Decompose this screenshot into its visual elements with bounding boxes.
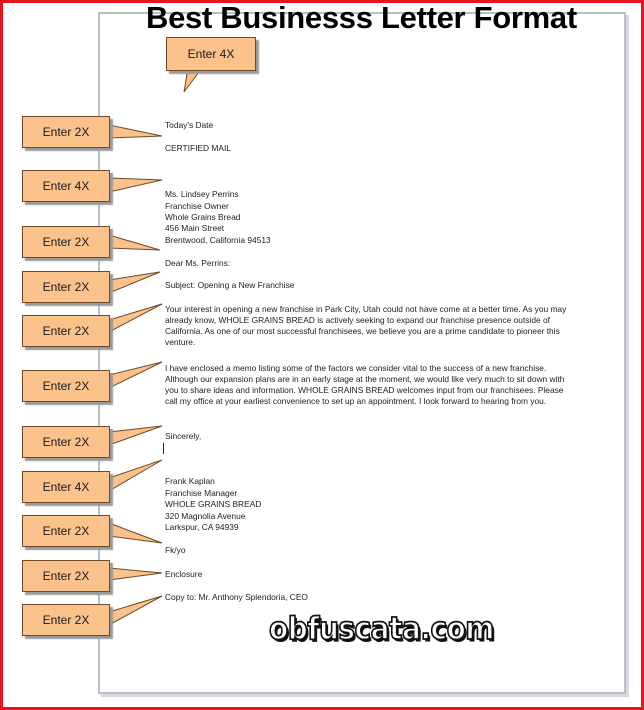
pointer-11 — [109, 596, 162, 625]
pointer-3 — [109, 235, 160, 250]
recipient-street: 456 Main Street — [165, 223, 225, 233]
callout-8: Enter 4X — [22, 471, 110, 503]
callout-11: Enter 2X — [22, 604, 110, 636]
callout-4: Enter 2X — [22, 271, 110, 303]
callout-9: Enter 2X — [22, 515, 110, 547]
sender-street: 320 Magnolia Avenue — [165, 511, 246, 521]
watermark: obfuscata.com — [269, 610, 494, 647]
callout-5: Enter 2X — [22, 315, 110, 347]
recipient-company: Whole Grains Bread — [165, 212, 241, 222]
pointer-5 — [109, 304, 162, 332]
initials: Fk/yo — [165, 545, 186, 555]
text-cursor — [163, 443, 164, 454]
callout-3: Enter 2X — [22, 226, 110, 258]
callout-2: Enter 4X — [22, 170, 110, 202]
sender-company: WHOLE GRAINS BREAD — [165, 499, 262, 509]
pointer-9 — [109, 523, 162, 543]
recipient-city: Brentwood, California 94513 — [165, 235, 271, 245]
callout-top: Enter 4X — [166, 37, 256, 71]
callout-10: Enter 2X — [22, 560, 110, 592]
salutation: Dear Ms. Perrins: — [165, 258, 231, 268]
pointer-1 — [109, 125, 162, 138]
closing: Sincerely, — [165, 431, 202, 441]
pointer-4 — [109, 272, 160, 293]
pointer-10 — [109, 568, 162, 580]
recipient-name: Ms. Lindsey Perrins — [165, 189, 239, 199]
copy-notation: Copy to: Mr. Anthony Splendoria, CEO — [165, 592, 308, 602]
enclosure: Enclosure — [165, 569, 203, 579]
paragraph-1: Your interest in opening a new franchise in Park City, Utah could not have come at a better time. As you may already know, WHOLE GRAINS BREAD is actively seeking to expand our franchise presence outside of California. As one of our most successful franchisees, we believe you are a prime candidate to pioneer this venture. — [165, 304, 567, 347]
subject-line: Subject: Opening a New Franchise — [165, 280, 295, 290]
sender-city: Larkspur, CA 94939 — [165, 522, 239, 532]
paragraph-2: I have enclosed a memo listing some of the factors we consider vital to the success of a new franchise. Although our expansion plans are in an early stage at the moment, we would like very much to sit down with you to share ideas and information. WHOLE GRAINS BREAD welcomes input from our franchisees. Please call my office at your earliest convenience to set up an appointment. I look forward to hearing from you. — [165, 363, 565, 406]
recipient-title: Franchise Owner — [165, 201, 229, 211]
callout-6: Enter 2X — [22, 370, 110, 402]
pointer-6 — [109, 362, 162, 388]
pointer-8 — [109, 460, 162, 491]
callout-7: Enter 2X — [22, 426, 110, 458]
letter-date: Today's Date — [165, 120, 214, 130]
pointer-2 — [109, 178, 162, 192]
pointer-7 — [109, 426, 162, 445]
page-title: Best Businesss Letter Format — [146, 0, 577, 35]
pointer-top — [184, 68, 202, 92]
sender-title: Franchise Manager — [165, 488, 238, 498]
sender-name: Frank Kaplan — [165, 476, 215, 486]
callout-1: Enter 2X — [22, 116, 110, 148]
letter-mail-type: CERTIFIED MAIL — [165, 143, 231, 153]
